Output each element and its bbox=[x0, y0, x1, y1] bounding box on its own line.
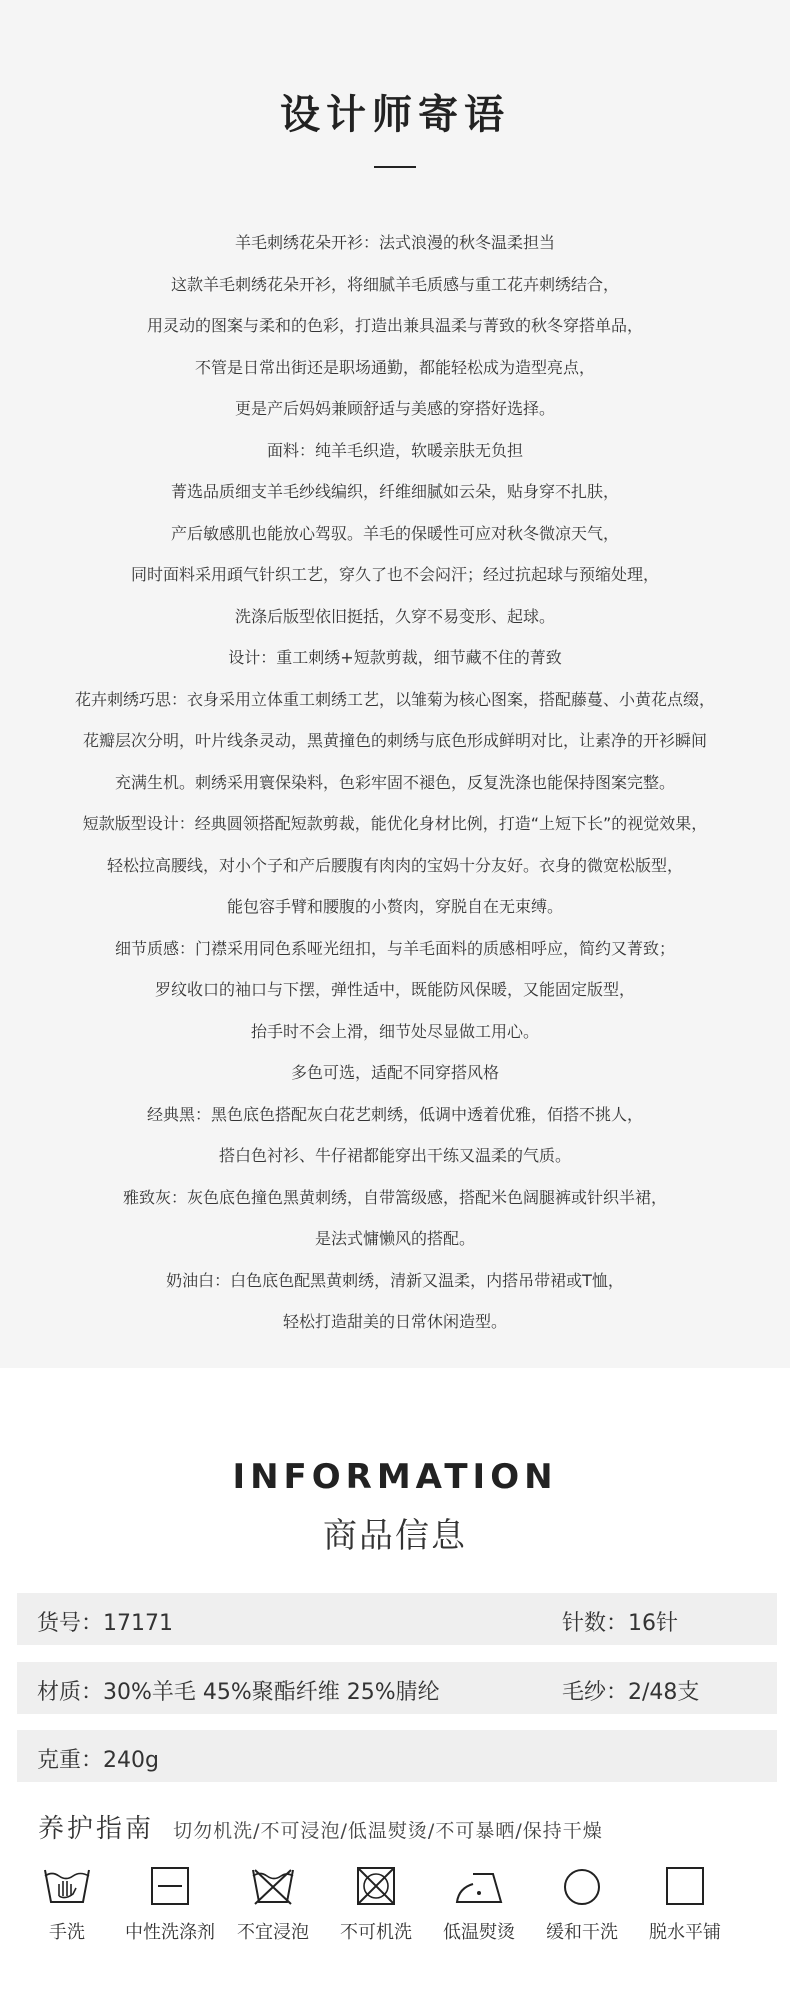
care-label: 脱水平铺 bbox=[649, 1922, 721, 1943]
care-item bbox=[429, 1866, 529, 1944]
no-soak-icon bbox=[247, 1866, 299, 1908]
designer-note-line: 细节质感：门襟采用同色系哑光纽扣，与羊毛面料的质感相呼应，简约又菁致； bbox=[114, 938, 675, 958]
designer-note-line: 用灵动的图案与柔和的色彩，打造出兼具温柔与菁致的秋冬穿搭单品， bbox=[146, 316, 643, 335]
care-item bbox=[223, 1866, 323, 1944]
hand-wash-icon bbox=[41, 1866, 93, 1908]
low-temp-iron-icon bbox=[453, 1866, 505, 1908]
info-item-article-no: 货号：17171 bbox=[37, 1611, 173, 1636]
care-label: 中性洗涤剂 bbox=[125, 1922, 215, 1943]
info-item-yarn: 毛纱：2/48支 bbox=[562, 1680, 700, 1705]
info-item-weight: 克重：240g bbox=[37, 1748, 159, 1773]
designer-note-line: 更是产后妈妈兼顾舒适与美感的穿搭好选择。 bbox=[234, 399, 555, 418]
care-item bbox=[326, 1866, 426, 1944]
designer-note-line: 轻松拉高腰线，对小个子和产后腰腹有肉肉的宝妈十分友好。衣身的微宽松版型， bbox=[106, 855, 683, 875]
designer-note-line: 充满生机。刺绣采用寰保染料，色彩牢固不褪色，反复洗涤也能保持图案完整。 bbox=[114, 772, 675, 792]
designer-note-line: 短款版型设计：经典圆领搭配短款剪裁，能优化身材比例，打造“上短下长”的视觉效果， bbox=[82, 814, 708, 833]
designer-note-line: 同时面料采用頙气针织工艺，穿久了也不会闷汗；经过抗起球与预缩处理， bbox=[130, 565, 659, 584]
designer-note-text bbox=[0, 222, 790, 1343]
care-label: 不可机洗 bbox=[340, 1922, 412, 1943]
designer-note-line: 面料：纯羊毛织造，软暖亲肤无负担 bbox=[266, 440, 523, 460]
information-title-en: INFORMATION bbox=[232, 1457, 558, 1497]
designer-note-line: 花瓣层次分明，叶片线条灵动，黑黄撞色的刺绣与底色形成鲜明对比，让素净的开衫瞬间 bbox=[82, 731, 707, 750]
dry-flat-icon bbox=[659, 1866, 711, 1908]
care-guide-heading: 养护指南 bbox=[38, 1814, 155, 1844]
designer-note-line: 设计：重工刺绣+短款剪裁，细节藏不住的菁致 bbox=[228, 648, 562, 667]
care-item bbox=[635, 1866, 735, 1944]
care-icons bbox=[0, 1866, 790, 1966]
designer-note-line: 羊毛刺绣花朵开衫：法式浪漫的秋冬温柔担当 bbox=[234, 233, 555, 252]
care-label: 手洗 bbox=[49, 1922, 85, 1943]
designer-note-line: 轻松打造甜美的日常休闲造型。 bbox=[282, 1312, 507, 1331]
information-title-zh: 商品信息 bbox=[323, 1516, 467, 1556]
info-row bbox=[17, 1662, 777, 1714]
designer-note-line: 不管是日常出街还是职场通勤，都能轻松成为造型亮点， bbox=[194, 357, 595, 377]
info-item-material: 材质：30%羊毛 45%聚酯纤维 25%腈纶 bbox=[37, 1680, 440, 1705]
designer-note-line: 花卉刺绣巧思：衣身采用立体重工刺绣工艺，以雏菊为核心图案，搭配藤蔓、小黄花点缀， bbox=[74, 689, 715, 709]
care-label: 缓和干洗 bbox=[546, 1922, 618, 1943]
designer-note-line: 能包容手臂和腰腹的小赘肉，穿脱自在无束缚。 bbox=[226, 897, 563, 916]
care-item bbox=[17, 1866, 117, 1944]
designer-note-line: 奶油白：白色底色配黑黄刺绣，清新又温柔，内搭吊带裙或T恤， bbox=[166, 1270, 624, 1290]
gentle-dry-icon bbox=[556, 1866, 608, 1908]
care-guide-text: 切勿机洗/不可浸泡/低温熨烫/不可暴晒/保持干燥 bbox=[173, 1820, 603, 1842]
info-row bbox=[17, 1730, 777, 1782]
info-item-gauge: 针数：16针 bbox=[562, 1611, 678, 1636]
designer-note-line: 搭白色衬衫、牛仔裙都能穿出干练又温柔的气质。 bbox=[218, 1146, 571, 1165]
care-item bbox=[120, 1866, 220, 1944]
care-item bbox=[532, 1866, 632, 1944]
no-machine-wash-icon bbox=[350, 1866, 402, 1908]
care-label: 不宜浸泡 bbox=[237, 1922, 309, 1943]
care-label: 低温熨烫 bbox=[443, 1922, 515, 1943]
designer-note-line: 罗纹收口的袖口与下摆，弹性适中，既能防风保暖，又能固定版型， bbox=[154, 980, 635, 999]
designer-note-line: 雅致灰：灰色底色撞色黑黄刺绣，自带篙级感，搭配米色阔腿裤或针织半裙， bbox=[122, 1187, 667, 1207]
designer-note-line: 经典黑：黑色底色搭配灰白花艺刺绣，低调中透着优雅，佰搭不挑人， bbox=[146, 1104, 643, 1124]
designer-note-line: 这款羊毛刺绣花朵开衫，将细腻羊毛质感与重工花卉刺绣结合， bbox=[170, 274, 619, 294]
info-row bbox=[17, 1593, 777, 1645]
title-divider bbox=[374, 166, 416, 168]
designer-note-title: 设计师寄语 bbox=[280, 92, 510, 138]
designer-note-line: 是法式慵懒风的搭配。 bbox=[314, 1229, 475, 1248]
neutral-detergent-icon bbox=[144, 1866, 196, 1908]
designer-note-line: 菁选品质细支羊毛纱线编织，纤维细腻如云朵，贴身穿不扎肤， bbox=[170, 482, 619, 501]
designer-note-line: 抬手时不会上滑，细节处尽显做工用心。 bbox=[250, 1021, 539, 1041]
designer-note-line: 产后敏感肌也能放心驾驭。羊毛的保暖性可应对秋冬微凉天气， bbox=[170, 523, 619, 543]
designer-note-line: 洗涤后版型依旧挺括，久穿不易变形、起球。 bbox=[234, 606, 555, 626]
designer-note-line: 多色可选，适配不同穿搭风格 bbox=[290, 1063, 499, 1082]
care-guide bbox=[38, 1808, 603, 1845]
